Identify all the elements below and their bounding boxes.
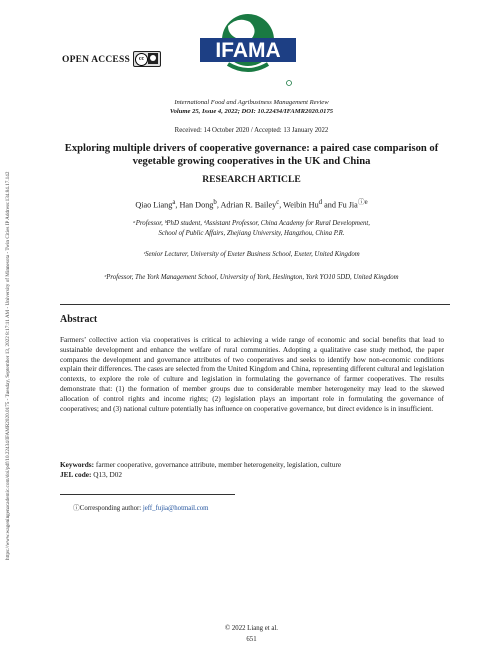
author-separator: , bbox=[175, 200, 180, 210]
copyright-line: © 2022 Liang et al. bbox=[225, 625, 278, 632]
affiliation-zhejiang bbox=[40, 219, 463, 238]
affiliation-line: ᵃProfessor, ᵇPhD student, ᵈAssistant Professor, China Academy for Rural Development, bbox=[133, 220, 370, 227]
download-stamp-text: https://www.wageningenacademic.com/doi/pdf/10.22434/IFAMR2020.0175 - Tuesday, September 13, 2022 8:17:11 AM - University of Minnesota - Twin Cities IP Address:134.84.17.142 bbox=[5, 171, 11, 560]
affiliation-exeter: ᶜSenior Lecturer, University of Exeter Business School, Exeter, United Kingdom bbox=[143, 251, 360, 258]
article-type: RESEARCH ARTICLE bbox=[202, 174, 301, 185]
ifama-logo bbox=[198, 12, 298, 90]
author-separator: , bbox=[216, 200, 221, 210]
cc-license-icon[interactable] bbox=[133, 51, 161, 67]
author-name: Weibin Hu bbox=[283, 200, 319, 210]
affiliation-line: School of Public Affairs, Zhejiang University, Hangzhou, China P.R. bbox=[158, 229, 345, 237]
author-superscript: c bbox=[276, 199, 280, 206]
author-list bbox=[0, 196, 503, 210]
abstract-text: Farmers’ collective action via cooperatives is critical to achieving a wide range of economic and social benefits that lead to sustainable development and enhance the welfare of rural communities. Adopting a qualitative case study method, the paper compares the development and governance attributes of two cooperatives and seeks to identify how non-economic conditions explain their differences. The cases are selected from the United Kingdom and China, representing different cultural and legislation contexts, to explore the role of culture and legislation in formulating the governance of farmer cooperatives. The results demonstrate that: (1) the formation of member groups due to considerable member heterogeneity may lead to the skewed allocation of control rights and income rights; (2) legislation plays an important role in formulating the governance of cooperatives; and (3) national culture potentially has influence on cooperative governance, but direct evidence is in insufficient. bbox=[60, 335, 444, 413]
journal-name: International Food and Agribusiness Management Review bbox=[174, 99, 329, 106]
author-superscript: ⓘe bbox=[357, 199, 368, 206]
author-superscript: d bbox=[318, 199, 323, 206]
logo-text: IFAMA bbox=[215, 39, 281, 62]
divider bbox=[60, 304, 450, 305]
keywords-list: farmer cooperative, governance attribute, member heterogeneity, legislation, culture bbox=[94, 460, 342, 469]
affiliation-york: ᵉProfessor, The York Management School, University of York, Heslington, York YO10 5DD, United Kingdom bbox=[104, 274, 399, 281]
corresponding-label: ⓘCorresponding author: bbox=[73, 505, 143, 512]
author-separator: , bbox=[279, 200, 284, 210]
page-number: 651 bbox=[246, 636, 257, 643]
open-access-label: OPEN ACCESS bbox=[62, 55, 130, 65]
author-superscript: b bbox=[213, 199, 217, 206]
corresponding-author bbox=[73, 502, 208, 512]
author-name: Qiao Liang bbox=[135, 200, 173, 210]
journal-reference: Volume 25, Issue 4, 2022; DOI: 10.22434/IFAMR2020.0175 bbox=[169, 108, 334, 115]
cc-by-icon bbox=[148, 53, 158, 64]
keywords-label: Keywords: bbox=[60, 460, 95, 469]
author-superscript: a bbox=[172, 199, 176, 206]
author-separator: and bbox=[322, 200, 339, 210]
jel-label: JEL code: bbox=[60, 469, 92, 479]
author-name: Fu Jia bbox=[338, 200, 358, 210]
jel-codes: Q13, D02 bbox=[91, 469, 123, 479]
author-name: Adrian R. Bailey bbox=[220, 200, 277, 210]
received-accepted-dates: Received: 14 October 2020 / Accepted: 13 January 2022 bbox=[174, 127, 329, 134]
side-download-stamp bbox=[0, 0, 10, 652]
article-title: Exploring multiple drivers of cooperative governance: a paired case comparison of vegetable growing cooperatives in the UK and China bbox=[64, 143, 439, 167]
footnote-rule bbox=[60, 494, 235, 495]
cc-badge: cc bbox=[135, 53, 148, 66]
author-name: Han Dong bbox=[179, 200, 214, 210]
corresponding-email-link[interactable]: jeff_fujia@hotmail.com bbox=[142, 505, 209, 512]
abstract-heading: Abstract bbox=[60, 314, 98, 325]
keywords-block bbox=[60, 460, 341, 480]
